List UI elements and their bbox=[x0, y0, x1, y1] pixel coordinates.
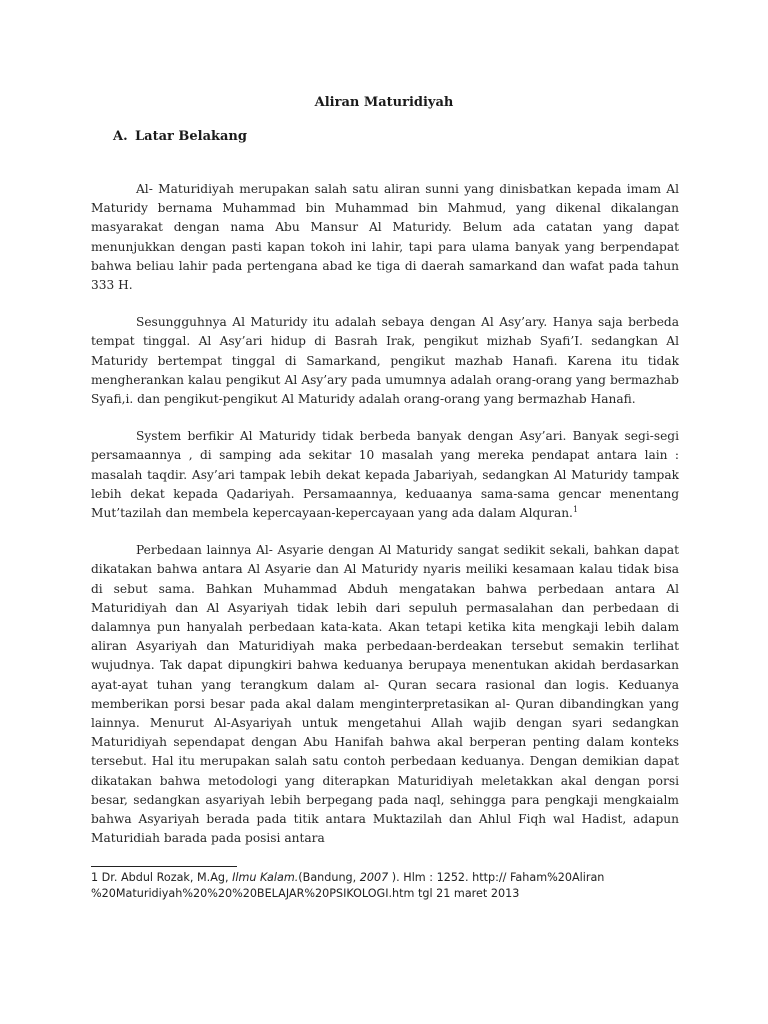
footnote-separator bbox=[91, 866, 237, 867]
section-heading-text: Latar Belakang bbox=[135, 129, 247, 144]
document-body bbox=[91, 180, 679, 849]
document-title: Aliran Maturidiyah bbox=[314, 95, 454, 110]
footnote-reference[interactable]: 1 bbox=[572, 504, 579, 514]
section-letter: A. bbox=[113, 129, 128, 144]
paragraph-text: System berfikir Al Maturidy tidak berbeda banyak dengan Asy’ari. Banyak segi-segi persamaannya , di samping ada sekitar 10 masalah yang mereka pendapat antara lain : masalah taqdir. Asy’ari tampak lebih dekat kepada Jabariyah, sedangkan Al Maturidy tampak lebih dekat kepada Qadariyah. Persamaannya, keduaanya sama-sama gencar menentang Mut’tazilah dan membela kepercayaan-kepercayaan yang ada dalam Alquran. bbox=[91, 429, 679, 521]
paragraph: Sesungguhnya Al Maturidy itu adalah sebaya dengan Al Asy’ary. Hanya saja berbeda tempat tinggal. Al Asy’ari hidup di Basrah Irak, pengikut mizhab Syafi’I. sedangkan Al Maturidy bertempat tinggal di Samarkand, pengikut mazhab Hanafi. Karena itu tidak mengherankan kalau pengikut Al Asy’ary pada umumnya adalah orang-orang yang bermazhab Syafi,i. dan pengikut-pengikut Al Maturidy adalah orang-orang yang bermazhab Hanafi. bbox=[91, 315, 679, 407]
paragraph: Al- Maturidiyah merupakan salah satu aliran sunni yang dinisbatkan kepada imam Al Maturidy bernama Muhammad bin Muhammad bin Mahmud, yang dikenal dikalangan masyarakat dengan nama Abu Mansur Al Maturidy. Belum ada catatan yang dapat menunjukkan dengan pasti kapan tokoh ini lahir, tapi para ulama banyak yang berpendapat bahwa beliau lahir pada pertengana abad ke tiga di daerah samarkand dan wafat pada tahun 333 H. bbox=[91, 182, 679, 293]
footnote-source: ). Hlm : 1252. http:// Faham%20Aliran %20Maturidiyah%20%20%20BELAJAR%20PSIKOLOGI.htm tgl 21 maret 2013 bbox=[91, 871, 605, 900]
paragraph: Perbedaan lainnya Al- Asyarie dengan Al Maturidy sangat sedikit sekali, bahkan dapat dikatakan bahwa antara Al Asyarie dan Al Maturidy nyaris meiliki kesamaan kalau tidak bisa di sebut sama. Bahkan Muhammad Abduh mengatakan bahwa perbedaan antara Al Maturidiyah dan Al Asyariyah tidak lebih dari sepuluh permasalahan dan perbedaan di dalamnya pun hanyalah perbedaan kata-kata. Akan tetapi ketika kita mengkaji lebih dalam aliran Asyariyah dan Maturidiyah maka perbedaan-berdeakan tersebut semakin terlihat wujudnya. Tak dapat dipungkiri bahwa keduanya berupaya menentukan akidah berdasarkan ayat-ayat tuhan yang terangkum dalam al- Quran secara rasional dan logis. Keduanya memberikan porsi besar pada akal dalam menginterpretasikan al- Quran dibandingkan yang lainnya. Menurut Al-Asyariyah untuk mengetahui Allah wajib dengan syari sedangkan Maturidiyah sependapat dengan Abu Hanifah bahwa akal berperan penting dalam konteks tersebut. Hal itu merupakan salah satu contoh perbedaan keduanya. Dengan demikian dapat dikatakan bahwa metodologi yang diterapkan Maturidiyah meletakkan akal dengan porsi besar, sedangkan asyariyah lebih berpegang pada naql, sehingga para pengkaji mengkaialm bahwa Asyariyah berada pada titik antara Muktazilah dan Ahlul Fiqh wal Hadist, adapun Maturidiah barada pada posisi antara bbox=[91, 543, 679, 846]
footnote-book-title: Ilmu Kalam. bbox=[232, 871, 299, 884]
footnote-author: Dr. Abdul Rozak, M.Ag, bbox=[98, 871, 233, 884]
section-heading bbox=[113, 129, 247, 144]
footnote bbox=[91, 870, 681, 902]
footnote-year: 2007 bbox=[359, 871, 389, 884]
paragraph bbox=[91, 427, 679, 523]
footnote-number: 1 bbox=[91, 871, 99, 884]
footnote-place: (Bandung, bbox=[298, 871, 360, 884]
